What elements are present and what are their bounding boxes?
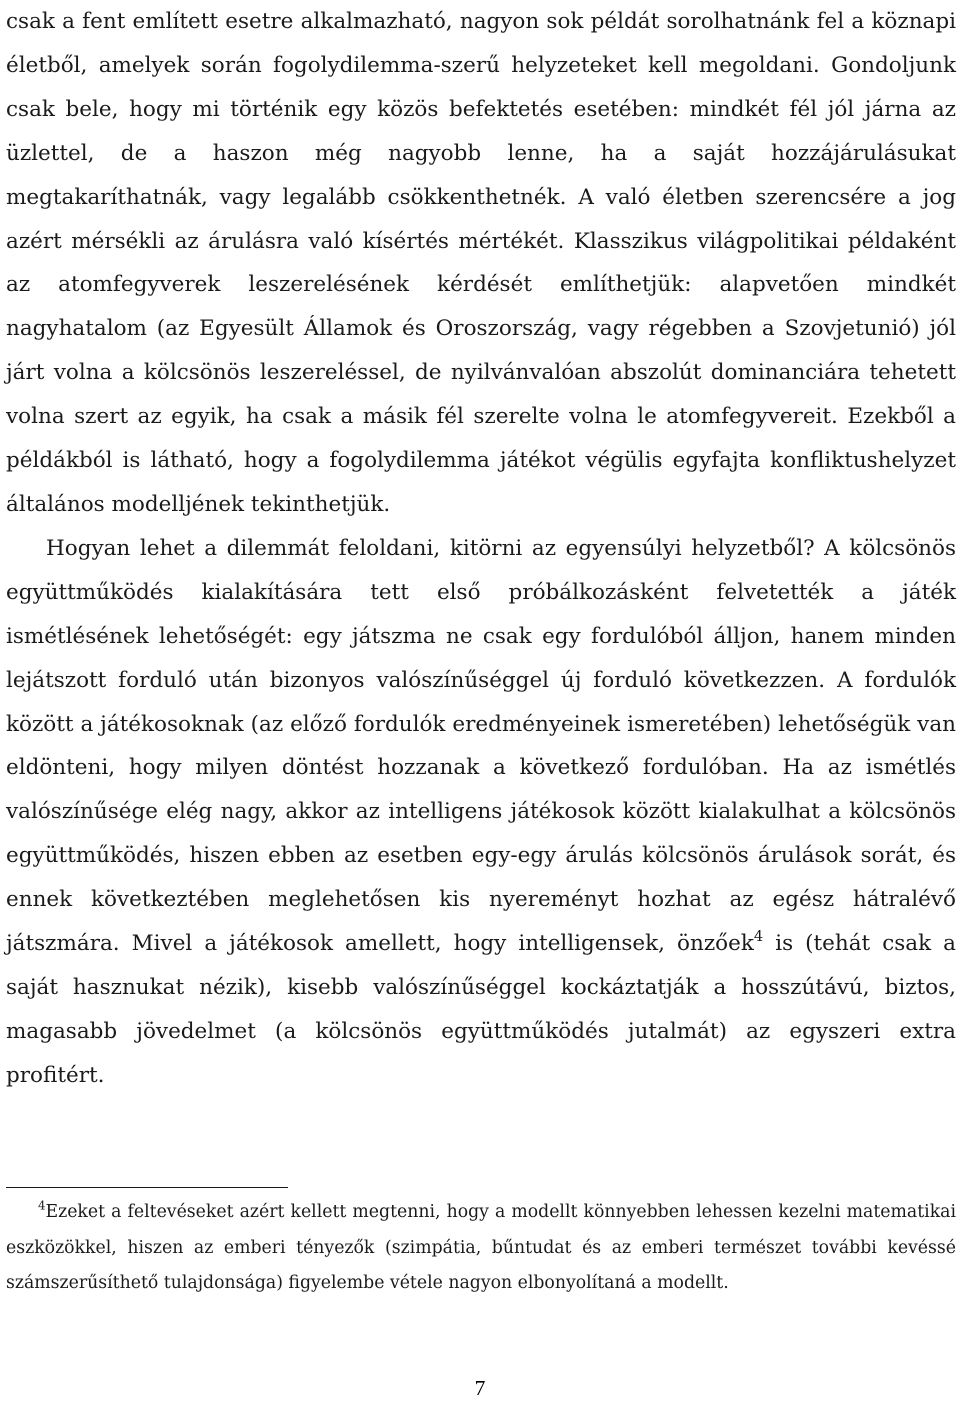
page-number: 7 — [474, 1376, 486, 1400]
footnote-marker: 4 — [38, 1198, 46, 1213]
paragraph-examples-text: csak a fent említett esetre alkalmazható, nagyon sok példát sorolhatnánk fel a köznapi életből, amelyek során fogolydilemma-szerű helyzeteket kell megoldani. Gondoljunk csak bele, hogy mi történik egy közös befektetés esetében: mindkét fél jól járna az üzlettel, de a haszon még nagyobb lenne, ha a saját hozzájárulásukat megtakaríthatnák, vagy legalább csökkenthetnék. A való életben szerencsére a jog azért mérsékli az árulásra való kísértés mértékét. Klasszikus világpolitikai példaként az atomfegyverek leszerelésének kérdését említhetjük: alapvetően mindkét nagyhatalom (az Egyesült Államok és Oroszország, vagy régebben a Szovjetunió) jól járt volna a kölcsönös leszereléssel, de nyilvánvalóan abszolút dominanciára tehetett volna szert az egyik, ha csak a másik fél szerelte volna le atomfegyvereit. Ezekből a példákból is látható, hogy a fogolydilemma játékot végülis egyfajta konfliktushelyzet általános modelljének tekinthetjük. — [6, 9, 956, 517]
paragraph-examples — [6, 0, 956, 527]
paragraph-iterated-game — [6, 527, 956, 1098]
paragraph-iterated-game-text-part2: is (tehát csak a saját hasznukat nézik), kisebb valószínűséggel kockáztatják a hosszútávú, biztos, magasabb jövedelmet (a kölcsönös együttműködés jutalmát) az egyszeri extra profitért. — [6, 931, 956, 1088]
footnote-divider — [6, 1187, 288, 1188]
document-page — [6, 0, 956, 1293]
footnote-text: Ezeket a feltevéseket azért kellett megtenni, hogy a modellt könnyebben lehessen kezelni matematikai eszközökkel, hiszen az emberi tényezők (szimpátia, bűntudat és az emberi természet további kevéssé számszerűsíthető tulajdonsága) figyelembe vétele nagyon elbonyolítaná a modellt. — [6, 1202, 956, 1293]
footnote — [6, 1195, 956, 1302]
footnote-reference[interactable]: 4 — [753, 927, 764, 945]
body-text — [6, 0, 956, 1098]
paragraph-iterated-game-text-part1: Hogyan lehet a dilemmát feloldani, kitörni az egyensúlyi helyzetből? A kölcsönös együttműködés kialakítására tett első próbálkozásként felvetették a játék ismétlésének lehetőségét: egy játszma ne csak egy fordulóból álljon, hanem minden lejátszott forduló után bizonyos valószínűséggel új forduló következzen. A fordulók között a játékosoknak (az előző fordulók eredményeinek ismeretében) lehetőségük van eldönteni, hogy milyen döntést hozzanak a következő fordulóban. Ha az ismétlés valószínűsége elég nagy, akkor az intelligens játékosok között kialakulhat a kölcsönös együttműködés, hiszen ebben az esetben egy-egy árulás kölcsönös árulások sorát, és ennek következtében meglehetősen kis nyereményt hozhat az egész hátralévő játszmára. Mivel a játékosok amellett, hogy intelligensek, önzőek — [6, 535, 956, 957]
